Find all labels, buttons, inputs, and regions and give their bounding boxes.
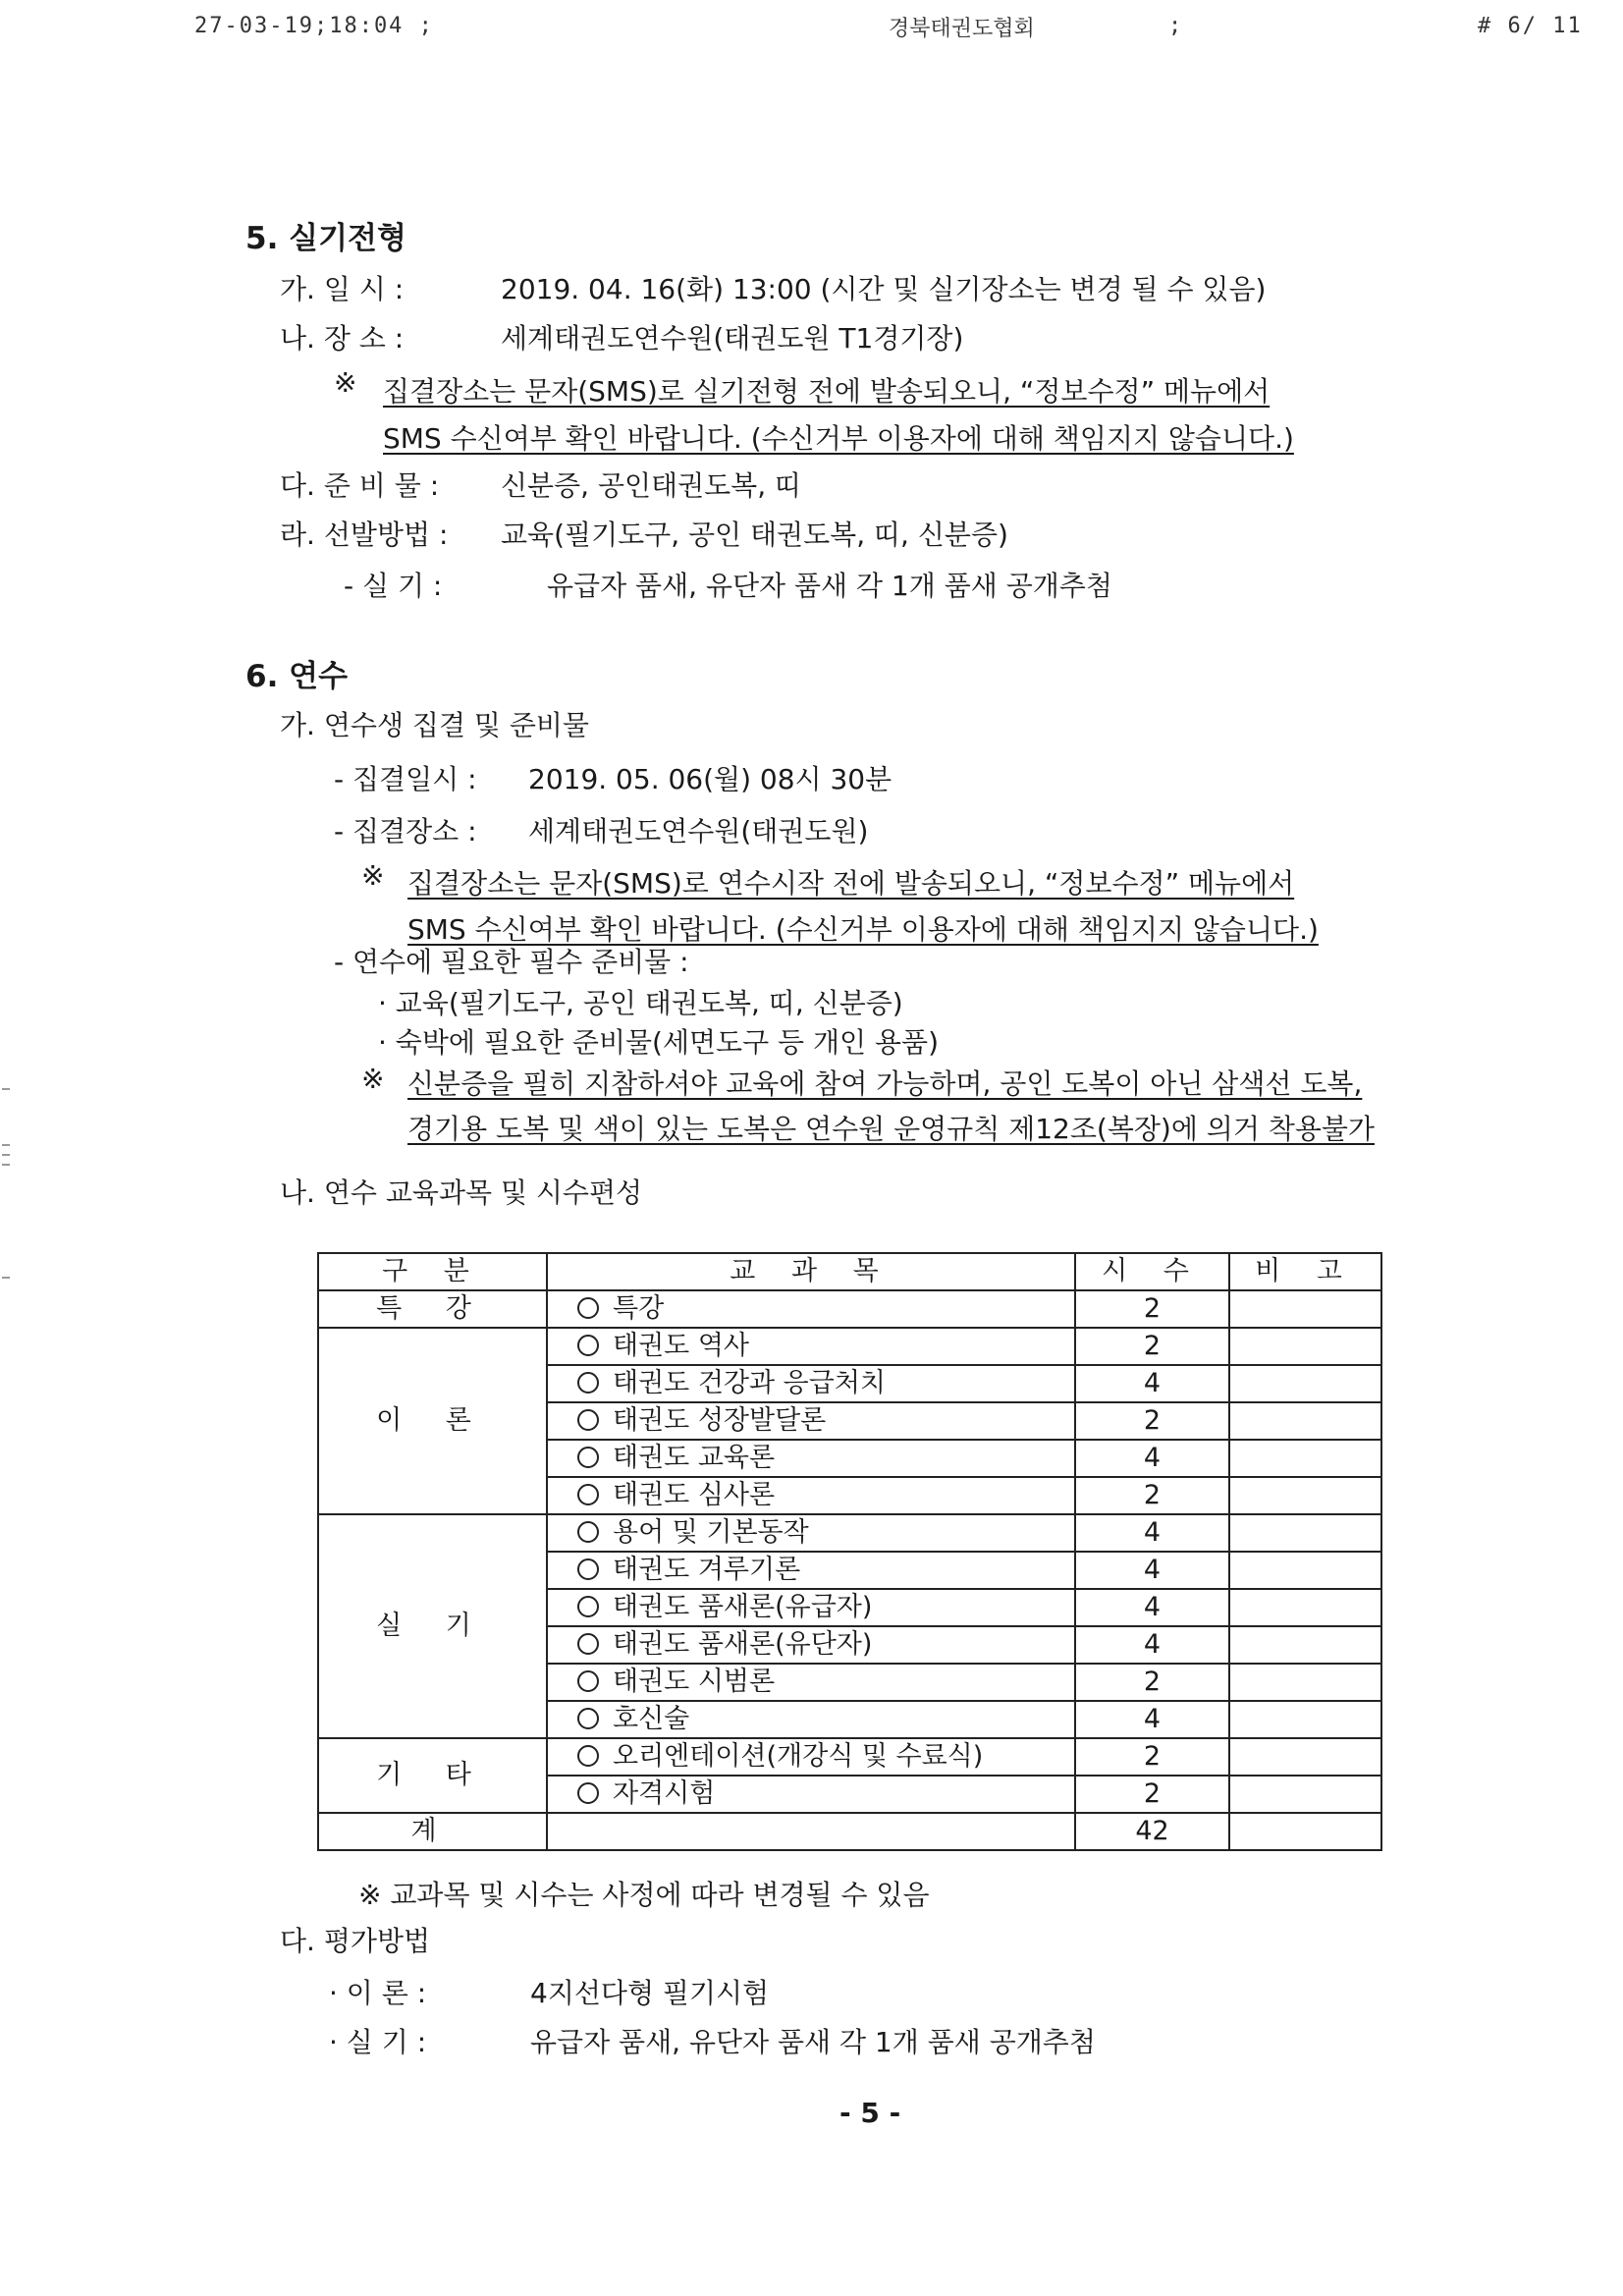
circle-bullet-icon: [577, 1372, 599, 1394]
eval-practical-value: 유급자 품새, 유단자 품새 각 1개 품새 공개추첨: [530, 2026, 1096, 2058]
table-row: [318, 1514, 1381, 1552]
circle-bullet-icon: [577, 1297, 599, 1319]
section5-method-value: 교육(필기도구, 공인 태권도복, 띠, 신분증): [501, 519, 1008, 551]
circle-bullet-icon: [577, 1521, 599, 1543]
hours-cell: 2: [1075, 1290, 1229, 1328]
subject-cell: 태권도 건강과 응급처치: [547, 1365, 1075, 1402]
required-item-lodging: · 숙박에 필요한 준비물(세면도구 등 개인 용품): [378, 1026, 940, 1059]
table-header-row: [318, 1253, 1381, 1290]
eval-theory-label: · 이 론 :: [329, 1977, 427, 2009]
remarks-cell: [1229, 1514, 1381, 1552]
category-practical: 실 기: [318, 1514, 547, 1738]
curriculum-table: [317, 1252, 1382, 1851]
section5-date-value: 2019. 04. 16(화) 13:00 (시간 및 실기장소는 변경 될 수 있음): [501, 273, 1267, 305]
hours-cell: 2: [1075, 1328, 1229, 1365]
subject-cell: 태권도 시범론: [547, 1664, 1075, 1701]
subject-cell: 오리엔테이션(개강식 및 수료식): [547, 1738, 1075, 1776]
remarks-cell: [1229, 1776, 1381, 1813]
subject-cell: 자격시험: [547, 1776, 1075, 1813]
hours-cell: 2: [1075, 1664, 1229, 1701]
table-note: ※ 교과목 및 시수는 사정에 따라 변경될 수 있음: [358, 1879, 930, 1911]
section6-a-title: 가. 연수생 집결 및 준비물: [280, 709, 589, 741]
gather-place-value: 세계태권도연수원(태권도원): [528, 815, 869, 847]
subject-cell: 태권도 품새론(유급자): [547, 1589, 1075, 1626]
subject-cell: 특강: [547, 1290, 1075, 1328]
hours-cell: 2: [1075, 1402, 1229, 1440]
required-items-label: - 연수에 필요한 필수 준비물 :: [334, 946, 689, 978]
table-total-row: [318, 1813, 1381, 1850]
circle-bullet-icon: [577, 1558, 599, 1580]
circle-bullet-icon: [577, 1670, 599, 1692]
section5-prep-label: 다. 준 비 물 :: [280, 469, 440, 502]
section5-prep-value: 신분증, 공인태권도복, 띠: [501, 469, 802, 502]
hours-cell: 2: [1075, 1477, 1229, 1514]
total-label: 계: [318, 1813, 547, 1850]
circle-bullet-icon: [577, 1447, 599, 1468]
scan-edge-mark: [2, 1154, 10, 1156]
hours-cell: 4: [1075, 1440, 1229, 1477]
subject-cell: 태권도 성장발달론: [547, 1402, 1075, 1440]
category-special: 특 강: [318, 1290, 547, 1328]
fax-timestamp: 27-03-19;18:04 ;: [194, 14, 434, 38]
warning-mark: ※: [361, 1063, 385, 1095]
fax-page-count: # 6/ 11: [1478, 14, 1583, 38]
section5-notice-line2: SMS 수신여부 확인 바랍니다. (수신거부 이용자에 대해 책임지지 않습니다.): [383, 422, 1294, 455]
section6-title: 6. 연수: [245, 659, 349, 694]
header-subject: 교 과 목: [547, 1253, 1075, 1290]
subject-cell: 호신술: [547, 1701, 1075, 1738]
section6-c-title: 다. 평가방법: [280, 1925, 431, 1957]
header-hours: 시 수: [1075, 1253, 1229, 1290]
subject-cell: 태권도 교육론: [547, 1440, 1075, 1477]
total-hours: 42: [1075, 1813, 1229, 1850]
section5-date-label: 가. 일 시 :: [280, 273, 405, 305]
table-row: [318, 1328, 1381, 1365]
gather-time-value: 2019. 05. 06(월) 08시 30분: [528, 763, 893, 795]
remarks-cell: [1229, 1477, 1381, 1514]
hours-cell: 4: [1075, 1701, 1229, 1738]
remarks-cell: [1229, 1738, 1381, 1776]
category-theory: 이 론: [318, 1328, 547, 1514]
total-remarks-cell: [1229, 1813, 1381, 1850]
hours-cell: 4: [1075, 1365, 1229, 1402]
section5-title: 5. 실기전형: [245, 221, 406, 256]
section5-notice-mark: ※: [334, 366, 357, 399]
circle-bullet-icon: [577, 1409, 599, 1431]
section5-place-value: 세계태권도연수원(태권도원 T1경기장): [501, 322, 964, 355]
remarks-cell: [1229, 1290, 1381, 1328]
hours-cell: 2: [1075, 1738, 1229, 1776]
circle-bullet-icon: [577, 1782, 599, 1804]
hours-cell: 4: [1075, 1552, 1229, 1589]
section6-notice-line1: 집결장소는 문자(SMS)로 연수시작 전에 발송되오니, “정보수정” 메뉴에서: [407, 867, 1295, 900]
header-remarks: 비 고: [1229, 1253, 1381, 1290]
required-item-education: · 교육(필기도구, 공인 태권도복, 띠, 신분증): [378, 987, 903, 1019]
remarks-cell: [1229, 1440, 1381, 1477]
remarks-cell: [1229, 1402, 1381, 1440]
warning-line2: 경기용 도복 및 색이 있는 도복은 연수원 운영규칙 제12조(복장)에 의거 착용불가: [407, 1113, 1375, 1145]
scan-edge-mark: [2, 1277, 10, 1279]
section5-practical-value: 유급자 품새, 유단자 품새 각 1개 품새 공개추첨: [547, 570, 1112, 602]
subject-cell: 태권도 역사: [547, 1328, 1075, 1365]
circle-bullet-icon: [577, 1708, 599, 1729]
section6-notice-mark: ※: [361, 859, 385, 892]
table-row: [318, 1290, 1381, 1328]
section5-place-label: 나. 장 소 :: [280, 322, 405, 355]
remarks-cell: [1229, 1664, 1381, 1701]
subject-cell: 태권도 품새론(유단자): [547, 1626, 1075, 1664]
circle-bullet-icon: [577, 1745, 599, 1767]
hours-cell: 4: [1075, 1626, 1229, 1664]
scan-edge-mark: [2, 1088, 10, 1090]
hours-cell: 4: [1075, 1589, 1229, 1626]
fax-separator: ;: [1168, 14, 1184, 38]
warning-line1: 신분증을 필히 지참하셔야 교육에 참여 가능하며, 공인 도복이 아닌 삼색선 도복,: [407, 1067, 1363, 1100]
gather-place-label: - 집결장소 :: [334, 815, 477, 847]
scan-edge-mark: [2, 1144, 10, 1146]
section5-notice-line1: 집결장소는 문자(SMS)로 실기전형 전에 발송되오니, “정보수정” 메뉴에서: [383, 375, 1271, 408]
eval-practical-label: · 실 기 :: [329, 2026, 427, 2058]
section6-b-title: 나. 연수 교육과목 및 시수편성: [280, 1176, 643, 1209]
subject-cell: 태권도 겨루기론: [547, 1552, 1075, 1589]
remarks-cell: [1229, 1626, 1381, 1664]
section5-method-label: 라. 선발방법 :: [280, 519, 449, 551]
hours-cell: 4: [1075, 1514, 1229, 1552]
remarks-cell: [1229, 1365, 1381, 1402]
remarks-cell: [1229, 1328, 1381, 1365]
page-number: - 5 -: [839, 2097, 901, 2129]
circle-bullet-icon: [577, 1335, 599, 1356]
total-subject-cell: [547, 1813, 1075, 1850]
remarks-cell: [1229, 1701, 1381, 1738]
section6-notice-line2: SMS 수신여부 확인 바랍니다. (수신거부 이용자에 대해 책임지지 않습니다.): [407, 913, 1319, 946]
subject-cell: 용어 및 기본동작: [547, 1514, 1075, 1552]
category-other: 기 타: [318, 1738, 547, 1813]
subject-cell: 태권도 심사론: [547, 1477, 1075, 1514]
header-category: 구 분: [318, 1253, 547, 1290]
gather-time-label: - 집결일시 :: [334, 763, 477, 795]
scan-edge-mark: [2, 1164, 10, 1166]
section5-practical-label: - 실 기 :: [344, 570, 443, 602]
circle-bullet-icon: [577, 1633, 599, 1655]
table-row: [318, 1738, 1381, 1776]
remarks-cell: [1229, 1552, 1381, 1589]
circle-bullet-icon: [577, 1596, 599, 1617]
remarks-cell: [1229, 1589, 1381, 1626]
circle-bullet-icon: [577, 1484, 599, 1505]
eval-theory-value: 4지선다형 필기시험: [530, 1977, 770, 2009]
fax-sender: 경북태권도협회: [889, 17, 1035, 41]
hours-cell: 2: [1075, 1776, 1229, 1813]
